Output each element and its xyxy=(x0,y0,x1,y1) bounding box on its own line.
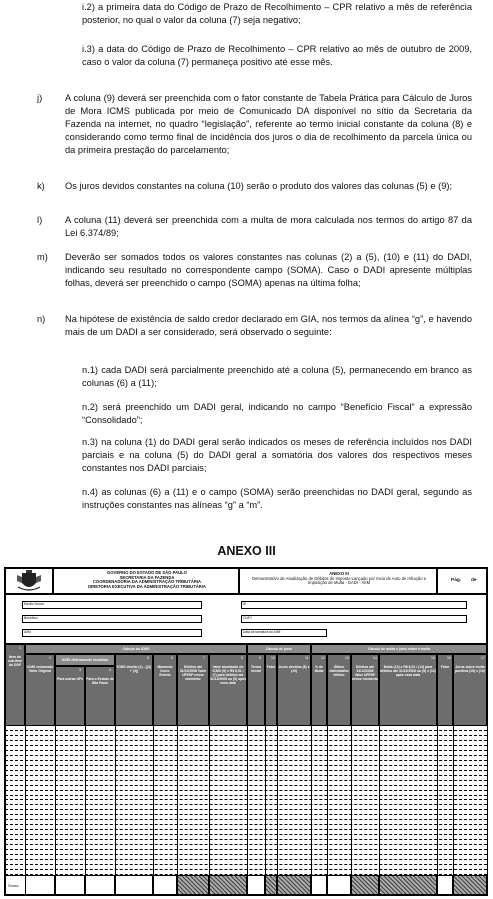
column-divider xyxy=(277,726,278,875)
column-divider xyxy=(55,726,56,875)
column-divider xyxy=(265,726,266,875)
column-divider xyxy=(153,726,154,875)
soma-row: Soma xyxy=(5,875,487,895)
column-number: 3 xyxy=(79,668,81,672)
column-divider xyxy=(25,726,26,875)
column-label: ICMS devido (2) - [(3) + (4)] xyxy=(117,665,151,673)
column-divider xyxy=(351,726,352,875)
column-number: 11 xyxy=(305,656,309,660)
column-label: Fator xyxy=(440,665,450,669)
column-number: 8 xyxy=(241,656,243,660)
group-calculo-icms: Cálculo do ICMS xyxy=(25,644,247,654)
cnpj-field[interactable]: CNPJ xyxy=(241,615,467,623)
paragraph-n3: n.3) na coluna (1) do DADI geral serão indicados os meses de referência incluídos nos DADI parciais e na coluna (5) do DADI geral a somatória dos valores dos respectivos meses constantes nos DADI parciais; xyxy=(82,437,472,474)
soma-cell[interactable] xyxy=(247,875,265,895)
column-label: Para outras UFs xyxy=(56,677,83,681)
column-label: Para o Estado de São Paulo xyxy=(86,677,114,685)
dadi-form xyxy=(4,567,488,896)
column-divider xyxy=(311,726,312,875)
soma-cell[interactable] xyxy=(25,875,55,895)
page-number-box: Pág. de xyxy=(437,568,487,594)
soma-cell[interactable] xyxy=(437,875,453,895)
soma-cell-hatched xyxy=(177,875,209,895)
column-label: Juros devidos (8) x (10) xyxy=(278,665,310,673)
soma-cell-hatched xyxy=(265,875,277,895)
column-divider xyxy=(327,726,328,875)
aiim-field[interactable]: AIIM xyxy=(22,629,202,637)
sao-paulo-coat-of-arms-icon xyxy=(6,569,52,593)
soma-cell[interactable] xyxy=(55,875,85,895)
paragraph-l: l) A coluna (11) deverá ser preenchida com a multa de mora calculada nos termos do artigo 87 da Lei 6.374/89; xyxy=(37,215,472,239)
paragraph-n: n) Na hipótese de existência de saldo credor declarado em GIA, nos termos da alínea “g”, e havendo mais de um DADI a ser considerado, será observado o seguinte: xyxy=(37,314,472,338)
paragraph-k: k) Os juros devidos constantes na coluna (10) serão o produto dos valores das colunas (5) e (9); xyxy=(37,181,453,191)
column-number: 17 xyxy=(481,656,485,660)
data-lavratura-field[interactable]: Data de lavratura do AIIM xyxy=(241,629,327,637)
soma-cell[interactable] xyxy=(115,875,153,895)
column-number: 15 xyxy=(431,656,435,660)
ie-field[interactable]: IE xyxy=(241,601,467,609)
column-number: 4 xyxy=(109,668,111,672)
column-number: 16 xyxy=(447,656,451,660)
column-label: Débitos até 31/12/2008 Valor UFESP nesse momento xyxy=(179,665,207,681)
column-number: 14 xyxy=(373,656,377,660)
column-header-cell xyxy=(55,666,85,726)
column-label: Último dia/trabalho efetivo xyxy=(329,665,349,677)
column-divider xyxy=(115,726,116,875)
column-label: Multa (13) x R$ 8,51 / (14) para débitos até 31/12/2008 ou (5) x (12) após essa data xyxy=(380,665,436,677)
soma-cell[interactable] xyxy=(153,875,177,895)
column-divider xyxy=(177,726,178,875)
column-label: % de Multa xyxy=(314,665,324,673)
column-number: 7 xyxy=(203,656,205,660)
document-title-box: ANEXO III Demonstrativo de Atualização de Débitos do Imposto Lançado por meio de Auto de Infração e Imposição de Multa - DADI - AIIM xyxy=(239,568,437,594)
column-number: 9 xyxy=(259,656,261,660)
column-label: ICMS reclamado Valor Original xyxy=(26,665,54,673)
column-number: 6 xyxy=(171,656,173,660)
paragraph-i3: i.3) a data do Código de Prazo de Recolhimento – CPR relativo ao mês de outubro de 2009, caso o valor da coluna (7) permaneça positivo até esse mês. xyxy=(82,44,472,68)
soma-cell[interactable] xyxy=(85,875,115,895)
column-divider xyxy=(437,726,438,875)
beneficio-field[interactable]: Benefício xyxy=(22,615,202,623)
soma-cell[interactable] xyxy=(311,875,327,895)
paragraph-i2: i.2) a primeira data do Código de Prazo de Recolhimento – CPR relativo a mês de referência posterior, no qual o valor da coluna (7) seja negativo; xyxy=(82,2,472,26)
column-divider xyxy=(209,726,210,875)
column-divider xyxy=(379,726,380,875)
paragraph-n1: n.1) cada DADI será parcialmente preenchido até a coluna (5), permanecendo em branco as colunas (6) a (11); xyxy=(82,365,472,389)
paragraph-m: m) Deverão ser somados todos os valores constantes nas colunas (2) a (5), (10) e (11) do DADI, indicando seu resultado no correspondente campo (SOMA). Caso o DADI apresente múltiplas folhas, deverá ser preenchido o campo (SOMA) apenas na última folha; xyxy=(37,252,472,289)
soma-cells xyxy=(5,875,487,895)
column-divider xyxy=(487,726,488,875)
soma-cell[interactable] xyxy=(327,875,351,895)
soma-cell-hatched xyxy=(351,875,379,895)
column-number: 1 xyxy=(19,646,21,650)
soma-cell-hatched xyxy=(453,875,487,895)
column-label: Momento Ocorr. Evento xyxy=(157,665,173,677)
column-number: 5 xyxy=(147,656,149,660)
table-header xyxy=(5,644,487,726)
column-divider xyxy=(453,726,454,875)
column-label: Juros sobre multa punitiva (15) x (16) xyxy=(455,665,485,673)
column-label: Fator xyxy=(266,665,276,669)
column-label: Item do sub-item do DDF xyxy=(7,655,23,667)
column-divider xyxy=(5,726,6,875)
column-label: Valor atualizado do ICMS (5) x R$ 8,51 / (7) para débitos até 31/12/2008 ou (5) após essa data xyxy=(210,665,246,685)
column-number: 10 xyxy=(271,656,275,660)
group-calculo-juros: Cálculo de juros xyxy=(247,644,311,654)
paragraph-n4: n.4) as colunas (6) a (11) e o campo (SOMA) serão preenchidas no DADI geral, segundo as instruções constantes nas alíneas “g” a “m”. xyxy=(82,487,472,511)
soma-cell-hatched xyxy=(379,875,437,895)
column-number: 2 xyxy=(49,656,51,660)
column-label: Termo Inicial xyxy=(250,665,262,673)
column-label: Débitos até 31/12/2008 Valor UFESP nesse momento xyxy=(352,665,378,681)
group-icms-recolhido: ICMS efetivamente recolhido xyxy=(55,654,115,666)
razao-social-field[interactable]: Razão Social xyxy=(22,601,202,609)
column-number: 13 xyxy=(345,656,349,660)
group-calculo-multa: Cálculo de multa e juros sobre a multa xyxy=(311,644,487,654)
annex-title: ANEXO III xyxy=(217,544,276,558)
paragraph-j: j) A coluna (9) deverá ser preenchida com o fator constante de Tabela Prática para Cálculo de Juros de Mora ICMS publicada por meio de Comunicado DA disponível no sítio da Secretaria da Fazenda na internet, no quadro “legislação”, referente ao termo inicial constante da coluna (8) e considerando como termo final de incidência dos juros o dia de recolhimento da parcela única ou da primeira prestação do parcelamento; xyxy=(37,93,472,156)
column-divider xyxy=(247,726,248,875)
coat-of-arms-box xyxy=(5,568,53,594)
table-body xyxy=(5,726,487,875)
soma-cell-hatched xyxy=(277,875,311,895)
column-divider xyxy=(85,726,86,875)
column-number: 12 xyxy=(321,656,325,660)
column-header-cell xyxy=(85,666,115,726)
soma-cell-hatched xyxy=(209,875,247,895)
paragraph-n2: n.2) será preenchido um DADI geral, indicando no campo “Benefício Fiscal” a expressão “Consolidado”; xyxy=(82,402,472,426)
government-header: GOVERNO DO ESTADO DE SÃO PAULO SECRETARIA DA FAZENDA COORDENADORIA DA ADMINISTRAÇÃO TRIBUTÁRIA DIRETORIA EXECUTIVA DA ADMINISTRAÇÃO TRIBUTÁRIA xyxy=(53,568,239,594)
